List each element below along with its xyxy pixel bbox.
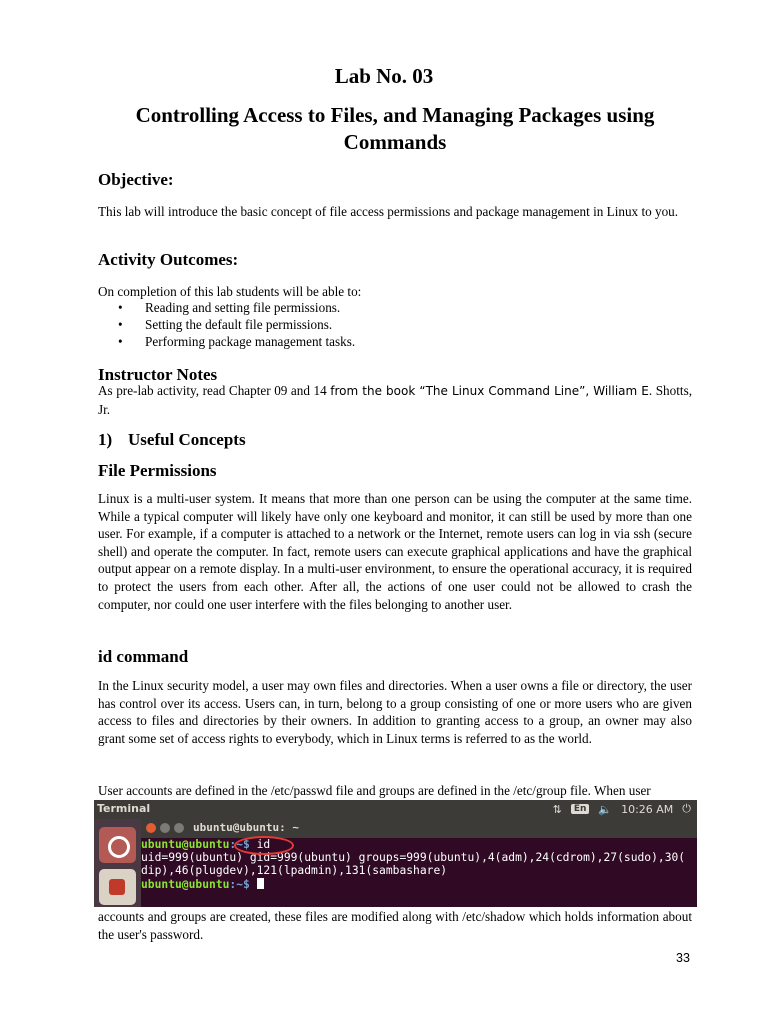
prompt-path-2: :~$: [229, 877, 257, 891]
maximize-icon: [174, 823, 184, 833]
section-heading: [98, 430, 246, 450]
instructor-text-start: As pre-lab activity, read Chapter 09 and 14: [98, 383, 331, 398]
instructor-book-reference: from the book “The Linux Command Line”, William E: [330, 384, 649, 398]
terminal-window-titlebar: [141, 819, 697, 838]
power-icon: ⏻: [682, 802, 691, 815]
id-command-text-2: User accounts are defined in the /etc/passwd file and groups are defined in the /etc/group file. When user: [98, 783, 651, 798]
ubuntu-dash-icon: [99, 827, 136, 863]
file-permissions-text: Linux is a multi-user system. It means that more than one person can be using the computer at the same time. While a typical computer will likely have only one keyboard and monitor, it can still be used by more than one user. For example, if a computer is attached to a network or the Internet, remote users can log in via ssh (secure shell) and operate the computer. In fact, remote users can execute graphical applications and have the graphical output appear on a remote display. In a multi-user environment, to ensure the operational accuracy, it is required to protect the users from each other. After all, the actions of one user could not be allowed to crash the computer, nor could one user interfere with the files belonging to another user.: [98, 491, 692, 612]
highlight-circle: [234, 836, 294, 855]
software-center-icon: [99, 869, 136, 905]
panel-app-name: Terminal: [97, 802, 151, 815]
outcomes-heading: Activity Outcomes:: [98, 250, 239, 269]
terminal-line-2: uid=999(ubuntu) gid=999(ubuntu) groups=999(ubuntu),4(adm),24(cdrom),27(sudo),30(: [141, 851, 686, 865]
instructor-heading: Instructor Notes: [98, 365, 218, 384]
id-command-text-3: accounts and groups are created, these files are modified along with /etc/shadow which holds information about the user's password.: [98, 909, 692, 942]
page-number: 33: [676, 951, 690, 965]
terminal-line-4: [141, 878, 697, 891]
outcomes-intro: On completion of this lab students will be able to:: [98, 284, 362, 299]
document-title: Controlling Access to Files, and Managing Packages using Commands: [135, 103, 655, 154]
terminal-screenshot: [94, 800, 697, 907]
objective-text: This lab will introduce the basic concept of file access permissions and package management in Linux to you.: [98, 204, 679, 219]
keyboard-language-indicator: En: [571, 804, 590, 814]
terminal-line-1: [141, 838, 697, 851]
minimize-icon: [160, 823, 170, 833]
clock: 10:26 AM: [621, 802, 674, 816]
instructor-text-end: . Shotts, Jr.: [98, 383, 693, 417]
prompt-user: ubuntu@ubuntu: [141, 838, 230, 851]
objective-heading: Objective:: [98, 170, 174, 189]
launcher-sidebar: [94, 819, 141, 907]
panel-tray: [553, 802, 691, 816]
terminal-cursor: [257, 878, 264, 889]
list-item: • Reading and setting file permissions.: [118, 300, 355, 317]
section-title: Useful Concepts: [128, 430, 246, 449]
lab-number: Lab No. 03: [334, 64, 434, 88]
section-number: 1): [98, 430, 113, 449]
network-icon: ⇅: [552, 802, 562, 816]
instructor-text: [98, 382, 692, 418]
ubuntu-top-panel: [94, 800, 697, 819]
volume-icon: 🔈: [598, 802, 613, 816]
id-command-heading: id command: [98, 647, 189, 666]
prompt-path: :~$: [229, 838, 250, 851]
window-title: ubuntu@ubuntu: ~: [193, 821, 299, 834]
close-icon: [146, 823, 156, 833]
list-item: • Setting the default file permissions.: [118, 317, 355, 334]
prompt-user-2: ubuntu@ubuntu: [141, 877, 230, 891]
terminal-line-3: dip),46(plugdev),121(lpadmin),131(sambashare): [141, 864, 448, 878]
id-command-text: In the Linux security model, a user may own files and directories. When a user owns a file or directory, the user has control over its access. Users can, in turn, belong to a group consisting of one or more users who are given access to files and directories by their owners. In addition to granting access to a group, an owner may also grant some set of access rights to everybody, which in Linux terms is referred to as the world.: [98, 678, 692, 746]
outcomes-list: [118, 300, 355, 350]
terminal-output: [141, 838, 697, 907]
file-permissions-heading: File Permissions: [98, 461, 217, 480]
terminal-command: id: [249, 838, 271, 851]
list-item: • Performing package management tasks.: [118, 334, 355, 351]
